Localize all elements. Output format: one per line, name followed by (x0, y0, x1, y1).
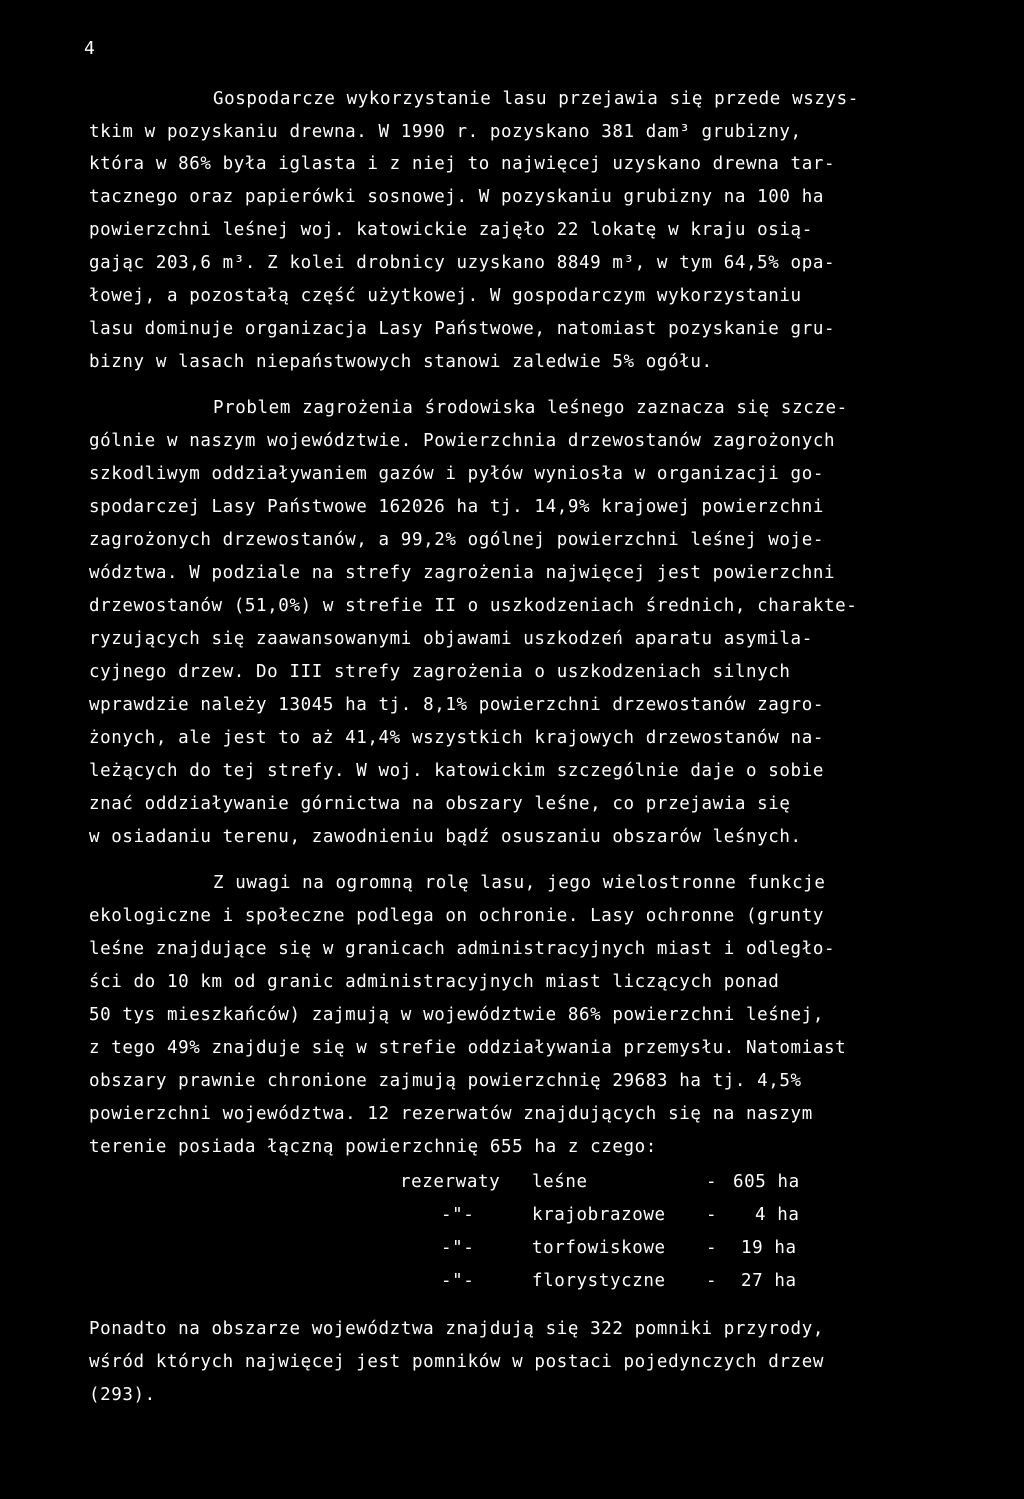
reserves-type: torfowiskowe (532, 1238, 666, 1258)
reserves-type: krajobrazowe (532, 1205, 666, 1225)
text-line: ryzujących się zaawansowanymi objawami uszkodzeń aparatu asymila- (89, 629, 813, 649)
text-line: wprawdzie należy 13045 ha tj. 8,1% powierzchni drzewostanów zagro- (89, 695, 824, 715)
reserves-prefix: rezerwaty (400, 1172, 501, 1192)
text-line: drzewostanów (51,0%) w strefie II o uszkodzeniach średnich, charakte- (89, 596, 858, 616)
text-line: z tego 49% znajduje się w strefie oddziaływania przemysłu. Natomiast (89, 1038, 847, 1058)
reserves-prefix: -"- (441, 1271, 475, 1291)
text-line: która w 86% była iglasta i z niej to najwięcej uzyskano drewna tar- (89, 154, 836, 174)
text-line: powierzchni województwa. 12 rezerwatów znajdujących się na naszym (89, 1104, 813, 1124)
reserves-value: 4 ha (755, 1205, 800, 1225)
reserves-type: florystyczne (532, 1271, 666, 1291)
text-line: spodarczej Lasy Państwowe 162026 ha tj. 14,9% krajowej powierzchni (89, 497, 824, 517)
reserves-value: 605 ha (733, 1172, 800, 1192)
text-line: tkim w pozyskaniu drewna. W 1990 r. pozyskano 381 dam³ grubizny, (89, 122, 802, 142)
text-line: (293). (89, 1385, 156, 1405)
text-line: żonych, ale jest to aż 41,4% wszystkich krajowych drzewostanów na- (89, 728, 824, 748)
text-line: zagrożonych drzewostanów, a 99,2% ogólnej powierzchni leśnej woje- (89, 530, 824, 550)
text-line: Problem zagrożenia środowiska leśnego zaznacza się szcze- (213, 398, 848, 418)
text-line: znać oddziaływanie górnictwa na obszary leśne, co przejawia się (89, 794, 791, 814)
reserves-prefix: -"- (441, 1238, 475, 1258)
text-line: wśród których najwięcej jest pomników w postaci pojedynczych drzew (89, 1352, 824, 1372)
text-line: Z uwagi na ogromną rolę lasu, jego wielostronne funkcje (213, 873, 826, 893)
text-line: obszary prawnie chronione zajmują powierzchnię 29683 ha tj. 4,5% (89, 1071, 802, 1091)
page-number: 4 (84, 38, 95, 59)
text-line: powierzchni leśnej woj. katowickie zajęło 22 lokatę w kraju osią- (89, 220, 813, 240)
reserves-dash: - (706, 1205, 718, 1225)
text-line: 50 tys mieszkańców) zajmują w województwie 86% powierzchni leśnej, (89, 1005, 824, 1025)
reserves-type: leśne (532, 1172, 588, 1192)
text-line: łowej, a pozostałą część użytkowej. W gospodarczym wykorzystaniu (89, 286, 802, 306)
text-line: gólnie w naszym województwie. Powierzchnia drzewostanów zagrożonych (89, 431, 836, 451)
text-line: leśne znajdujące się w granicach administracyjnych miast i odległo- (89, 939, 836, 959)
text-line: szkodliwym oddziaływaniem gazów i pyłów wyniosła w organizacji go- (89, 464, 824, 484)
reserves-value: 19 ha (741, 1238, 797, 1258)
text-line: leżących do tej strefy. W woj. katowickim szczególnie daje o sobie (89, 761, 824, 781)
text-line: terenie posiada łączną powierzchnię 655 ha z czego: (89, 1137, 657, 1157)
text-line: ści do 10 km od granic administracyjnych miast liczących ponad (89, 972, 780, 992)
text-line: ekologiczne i społeczne podlega on ochronie. Lasy ochronne (grunty (89, 906, 824, 926)
text-line: cyjnego drzew. Do III strefy zagrożenia o uszkodzeniach silnych (89, 662, 791, 682)
text-line: bizny w lasach niepaństwowych stanowi zaledwie 5% ogółu. (89, 352, 713, 372)
reserves-dash: - (706, 1271, 718, 1291)
text-line: w osiadaniu terenu, zawodnieniu bądź osuszaniu obszarów leśnych. (89, 827, 802, 847)
reserves-dash: - (706, 1172, 718, 1192)
reserves-prefix: -"- (441, 1205, 475, 1225)
reserves-value: 27 ha (741, 1271, 797, 1291)
text-line: Ponadto na obszarze województwa znajdują się 322 pomniki przyrody, (89, 1319, 824, 1339)
text-line: Gospodarcze wykorzystanie lasu przejawia się przede wszys- (213, 89, 859, 109)
text-line: tacznego oraz papierówki sosnowej. W pozyskaniu grubizny na 100 ha (89, 187, 824, 207)
text-line: lasu dominuje organizacja Lasy Państwowe, natomiast pozyskanie gru- (89, 319, 836, 339)
reserves-dash: - (706, 1238, 718, 1258)
text-line: wództwa. W podziale na strefy zagrożenia najwięcej jest powierzchni (89, 563, 836, 583)
text-line: gając 203,6 m³. Z kolei drobnicy uzyskano 8849 m³, w tym 64,5% opa- (89, 253, 836, 273)
